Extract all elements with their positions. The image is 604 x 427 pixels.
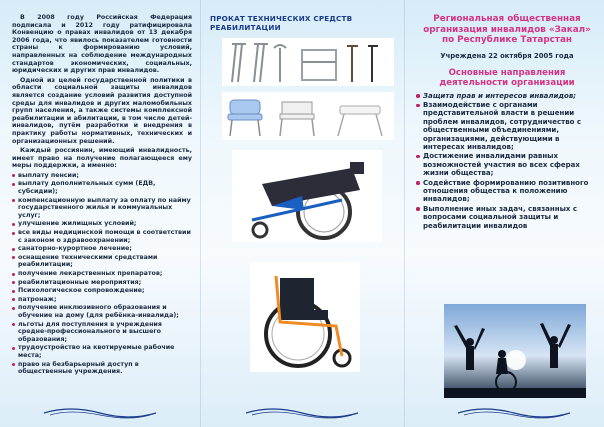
left-column [0,0,200,427]
list-item: выплату дополнительных сумм (ЕДВ, субсидии); [12,180,192,195]
list-item: оснащение техническими средствами реабилитации; [12,254,192,269]
list-item: получение инклюзивного образования и обучение на дому (для ребёнка-инвалида); [12,304,192,319]
list-item: компенсационную выплату за оплату по найму государственного жилья и коммунальных услуг; [12,197,192,220]
directions-list [416,92,598,231]
list-item: право на безбарьерный доступ в общественные учреждения. [12,361,192,376]
list-item: выплату пенсии; [12,172,192,180]
list-item: реабилитационные мероприятия; [12,279,192,287]
list-item: льготы для поступления в учреждения средне-профессионального и высшего образования; [12,321,192,344]
rental-title: ПРОКАТ ТЕХНИЧЕСКИХ СРЕДСТВ РЕАБИЛИТАЦИИ [210,14,353,32]
child-wheelchair-image [250,262,360,372]
list-item: получение лекарственных препаратов; [12,270,192,278]
organization-title: Региональная общественная организация инвалидов «Закал» по Республике Татарстан [423,14,591,45]
bath-chairs-image [222,92,394,140]
list-item: трудоустройство на квотируемые рабочие места; [12,344,192,359]
silhouettes-photo [444,304,586,398]
ornament-divider [242,405,362,421]
list-item: все виды медицинской помощи в соответствии с законом о здравоохранении; [12,229,192,244]
ornament-divider [40,405,160,421]
rights-intro-paragraph: Каждый россиянин, имеющий инвалидность, имеет право на получение полагающееся ему меры поддержки, а именно: [12,147,192,170]
crutches-canes-walker-image [222,38,394,86]
list-item: Защита прав и интересов инвалидов; [416,92,598,100]
list-item: Содействие формированию позитивного отношения общества к положению инвалидов; [416,179,598,204]
founded-date: Учреждена 22 октября 2005 года [440,51,574,60]
list-item: Достижение инвалидами равных возможностей участия во всех сферах жизни общества; [416,152,598,177]
ornament-divider [454,405,574,421]
reclining-wheelchair-image [232,150,382,242]
list-item: Выполнение иных задач, связанных с вопросами социальной защиты и реабилитации инвалидов [416,205,598,230]
directions-title: Основные направления деятельности организации [439,67,575,88]
support-measures-list [12,172,192,376]
list-item: улучшение жилищных условий; [12,220,192,228]
intro-paragraph: В 2008 году Российская Федерация подписала и 2012 году ратифицировала Конвенцию о правах инвалидов от 13 декабря 2006 года, что явилось показателем готовности страны к формированию условий, направленных на соблюдение международных стандартов экономических, социальных, юридических и других прав инвалидов. [12,14,192,75]
policy-paragraph: Одной из целей государственной политики в области социальной защиты инвалидов является создание условий развития доступной среды для инвалидов и других маломобильных групп населения, а также системы комплексной реабилитации и абилитации, в том числе детей-инвалидов, путём разработки и внедрения в практику работы нормативных, технических и организационных решений. [12,76,192,145]
list-item: Взаимодействие с органами представительной власти в решении проблем инвалидов, сотрудничество с общественными объединениями, организациями, действующими в интересах инвалидов; [416,101,598,151]
list-item: патронаж; [12,296,192,304]
list-item: санаторно-курортное лечение; [12,245,192,253]
list-item: Психологическое сопровождение; [12,287,192,295]
